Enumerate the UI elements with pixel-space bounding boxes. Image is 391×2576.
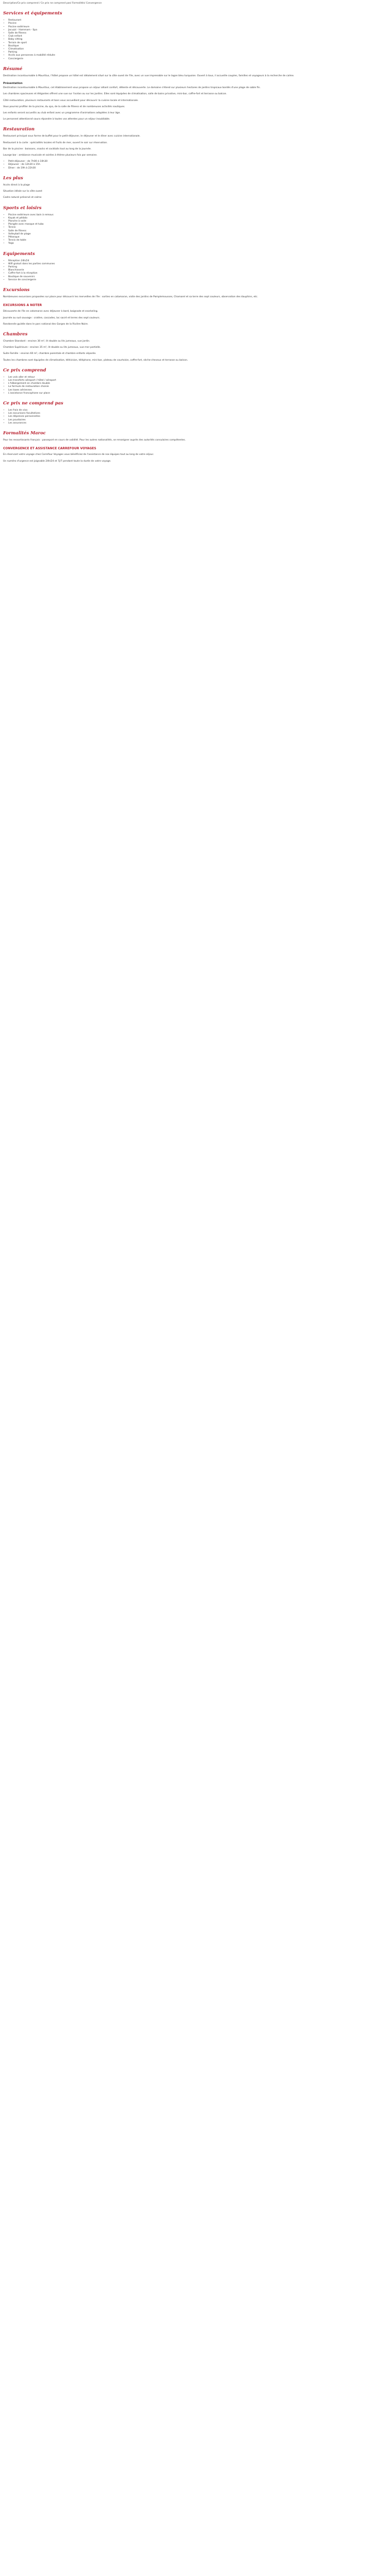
- list-item: • Service de conciergerie: [8, 279, 388, 282]
- convergence-title: CONVERGENCE ET ASSISTANCE CARREFOUR VOYAGES: [3, 447, 96, 451]
- list-item: • Climatisation: [8, 48, 388, 51]
- schedule-list: [3, 160, 388, 170]
- section-title-resume: Résumé: [3, 65, 23, 71]
- paragraph: Restaurant principal sous forme de buffet pour le petit-déjeuner, le déjeuner et le dîner avec cuisine internationale.: [3, 135, 141, 138]
- list-item: • Réception 24h/24: [8, 260, 388, 263]
- excursion-highlight-title: EXCURSIONS A NOTER: [3, 303, 42, 308]
- sports-list: [3, 214, 388, 246]
- list-item: • Club enfant: [8, 35, 388, 38]
- list-item: • Les dépenses personnelles: [8, 415, 388, 418]
- paragraph: En réservant votre voyage chez Carrefour Voyages vous bénéficiez de l'assistance de nos équipes tout au long de votre séjour.: [3, 453, 154, 456]
- list-item: • Parking: [8, 266, 388, 269]
- subheading: Présentation: [3, 82, 23, 86]
- list-item: • Salle de fitness: [8, 32, 388, 35]
- list-item: • Piscine extérieure: [8, 26, 388, 29]
- paragraph: Bar de la piscine : boissons, snacks et cocktails tout au long de la journée.: [3, 147, 92, 150]
- paragraph: Côté restauration, plusieurs restaurants et bars vous accueillent pour découvrir la cuisine locale et internationale.: [3, 99, 139, 102]
- section-title-sports: Sports et loisirs: [3, 205, 42, 210]
- paragraph: Lounge bar : ambiance musicale et soirées à thème plusieurs fois par semaine.: [3, 154, 97, 157]
- list-item: • Boutique de souvenirs: [8, 276, 388, 279]
- list-item: • Tennis: [8, 226, 388, 229]
- paragraph: Restaurant à la carte : spécialités locales et fruits de mer, ouvert le soir sur réservation.: [3, 141, 108, 144]
- list-item: • Les assurances: [8, 422, 388, 425]
- paragraph: Le personnel attentionné saura répondre à toutes vos attentes pour un séjour inoubliable.: [3, 118, 110, 121]
- paragraph: Chambre Supérieure : environ 35 m², lit double ou lits jumeaux, vue mer partielle.: [3, 346, 101, 349]
- list-item: • Plongée avec masque et tuba: [8, 223, 388, 226]
- paragraph: Les chambres spacieuses et élégantes offrent une vue sur l'océan ou sur les jardins. Elles sont équipées de climatisation, salle de bains privative, mini-bar, coffre-fort et terrasse ou balcon.: [3, 93, 227, 96]
- paragraph: Un numéro d'urgence est joignable 24h/24 et 7j/7 pendant toute la durée de votre voyage.: [3, 460, 111, 463]
- section-title-plus: Les plus: [3, 175, 23, 180]
- list-item: • Conciergerie: [8, 58, 388, 61]
- paragraph: Nombreuses excursions proposées sur place pour découvrir les merveilles de l'île : sorties en catamaran, visite des jardins de Pamplemousses, Chamarel et sa terre des sept couleurs, observation des dauphins, etc.: [3, 295, 258, 298]
- list-item: • Dîner : de 19h à 22h30: [8, 167, 388, 170]
- list-item: • L'assistance francophone sur place: [8, 392, 388, 395]
- section-title-non-compris: Ce prix ne comprend pas: [3, 400, 63, 405]
- section-title-chambres: Chambres: [3, 331, 28, 336]
- list-item: • Boutique: [8, 45, 388, 48]
- paragraph: Chambre Standard : environ 30 m², lit double ou lits jumeaux, vue jardin.: [3, 340, 90, 343]
- paragraph: Destination incontournable à Mauritius, cet établissement vous propose un séjour alliant confort, détente et découverte. Le domaine s'étend sur plusieurs hectares de jardins tropicaux bordés d'une plage de sable fin.: [3, 87, 261, 90]
- list-item: • Kayak et pédalo: [8, 217, 388, 220]
- list-item: • Piscine extérieure avec bain à remous: [8, 214, 388, 217]
- paragraph: Situation idéale sur la côte ouest: [3, 190, 42, 193]
- list-item: • Baby sitting: [8, 38, 388, 41]
- list-item: • La formule de restauration choisie: [8, 385, 388, 388]
- paragraph: Vous pourrez profiter de la piscine, du spa, de la salle de fitness et de nombreuses activités nautiques.: [3, 105, 125, 108]
- section-title-ce-prix: Ce prix comprend: [3, 367, 46, 372]
- list-item: • Tennis de table: [8, 239, 388, 242]
- list-item: • Les frais de visa: [8, 409, 388, 412]
- list-item: • Pétanque: [8, 236, 388, 239]
- list-item: • Déjeuner : de 12h30 à 15h: [8, 163, 388, 166]
- paragraph: Accès direct à la plage: [3, 183, 30, 187]
- list-item: • Piscine: [8, 22, 388, 25]
- non-compris-list: [3, 409, 388, 425]
- list-item: • Yoga: [8, 242, 388, 245]
- list-item: • Parking: [8, 51, 388, 54]
- list-item: • Les pourboires: [8, 419, 388, 422]
- section-title-formalites: Formalités Maroc: [3, 430, 46, 436]
- list-item: • Wifi gratuit dans les parties communes: [8, 263, 388, 266]
- list-item: • Coffre-fort à la réception: [8, 272, 388, 275]
- section-title-restauration: Restauration: [3, 126, 35, 132]
- list-item: • Planche à voile: [8, 220, 388, 223]
- list-item: • Jacuzzi - Hammam - Spa: [8, 29, 388, 32]
- paragraph: Randonnée guidée dans le parc national des Gorges de la Rivière Noire.: [3, 323, 89, 326]
- section-title-excursions: Excursions: [3, 286, 30, 292]
- paragraph: Cadre naturel préservé et calme: [3, 196, 42, 199]
- section-title-equipements: Equipements: [3, 250, 35, 256]
- list-item: • Terrain de sport: [8, 42, 388, 45]
- list-item: • Les transferts aéroport / hôtel / aéroport: [8, 379, 388, 382]
- services-list: [3, 19, 388, 61]
- paragraph: Toutes les chambres sont équipées de climatisation, télévision, téléphone, mini-bar, plateau de courtoisie, coffre-fort, sèche-cheveux et terrasse ou balcon.: [3, 359, 188, 362]
- list-item: • Les taxes aériennes: [8, 389, 388, 392]
- breadcrumb: Description/Ce prix comprend / Ce prix ne comprend pas/ Formalités/ Convergence: [3, 2, 102, 5]
- list-item: • L'hébergement en chambre double: [8, 382, 388, 385]
- list-item: • Accès aux personnes à mobilité réduite: [8, 54, 388, 57]
- paragraph: Journée au sud sauvage : cratère, cascades, lac sacré et terres des sept couleurs.: [3, 316, 101, 319]
- list-item: • Les excursions facultatives: [8, 412, 388, 415]
- equipements-list: [3, 260, 388, 282]
- paragraph: Pour les ressortissants français : passeport en cours de validité. Pour les autres nationalités, se renseigner auprès des autorités consulaires compétentes.: [3, 439, 186, 442]
- section-title-services: Services et équipements: [3, 10, 62, 16]
- list-item: • Volleyball de plage: [8, 233, 388, 236]
- list-item: • Restaurant: [8, 19, 388, 22]
- list-item: • Salle de fitness: [8, 230, 388, 233]
- paragraph: Les enfants seront accueillis au club enfant avec un programme d'animations adaptées à leur âge.: [3, 112, 121, 115]
- paragraph: Suite Famille : environ 60 m², chambre parentale et chambre enfants séparée.: [3, 352, 96, 355]
- list-item: • Blanchisserie: [8, 269, 388, 272]
- paragraph: Découverte de l'île en catamaran avec déjeuner à bord, baignade et snorkeling.: [3, 310, 99, 313]
- ce-prix-list: [3, 376, 388, 395]
- list-item: • Les vols aller et retour: [8, 376, 388, 379]
- list-item: • Petit-déjeuner : de 7h00 à 10h30: [8, 160, 388, 163]
- paragraph: Destination incontournable à Mauritius, l'hôtel propose un hôtel est idéalement situé sur la côte ouest de l'île, avec un vue imprenable sur le lagon bleu turquoise. Ouvert à tous, il accueille couples, familles et voyageurs à la recherche de calme.: [3, 74, 295, 77]
